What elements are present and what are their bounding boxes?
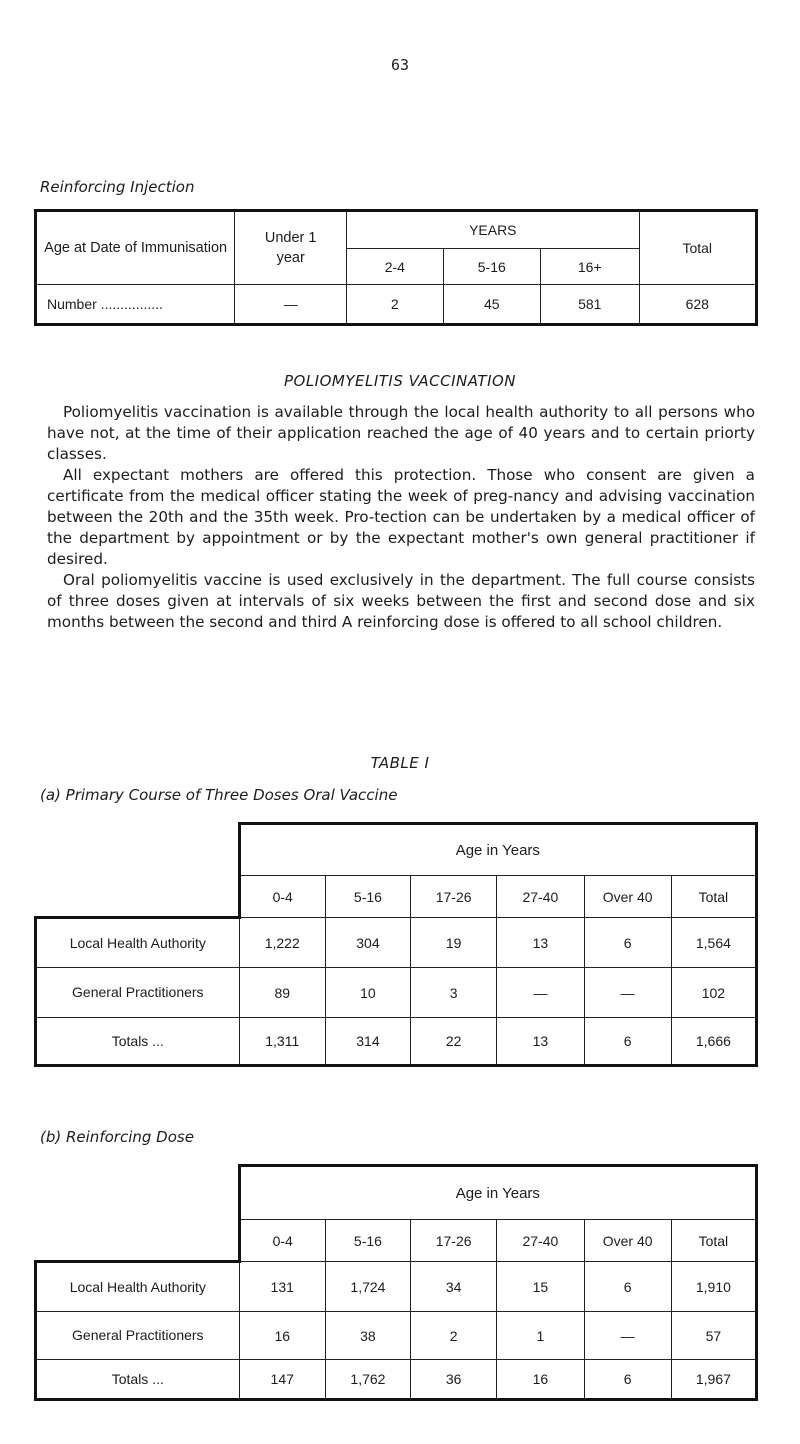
reinforcing-dose-heading: (b) Reinforcing Dose — [40, 1128, 194, 1146]
col-header: 0-4 — [239, 876, 325, 918]
reinforcing-dose-table — [34, 1164, 758, 1401]
number-row-label: Number ................ — [36, 285, 235, 325]
corner-cell — [36, 1166, 240, 1262]
table-cell: 1 — [497, 1312, 584, 1360]
reinforcing-injection-table — [34, 209, 758, 326]
poliomyelitis-body — [47, 402, 755, 633]
table-cell: 16 — [497, 1360, 584, 1400]
years-header: YEARS — [347, 211, 639, 249]
table-cell: 1,967 — [671, 1360, 756, 1400]
col-header: 27-40 — [497, 876, 584, 918]
table-cell: 10 — [325, 968, 410, 1018]
table-cell: 6 — [584, 1360, 671, 1400]
total-header: Total — [639, 211, 756, 285]
table-cell: 1,724 — [325, 1262, 410, 1312]
col-header: 5-16 — [325, 876, 410, 918]
under-1-year-header: Under 1 year — [235, 211, 347, 285]
col-header: 0-4 — [239, 1220, 325, 1262]
row-label: Local Health Authority — [36, 918, 240, 968]
table-cell: 3 — [411, 968, 497, 1018]
table-cell: 1,910 — [671, 1262, 756, 1312]
age-in-years-header: Age in Years — [239, 824, 756, 876]
table-cell: 36 — [411, 1360, 497, 1400]
table-cell: 6 — [584, 1262, 671, 1312]
col-header: Over 40 — [584, 1220, 671, 1262]
corner-cell — [36, 824, 240, 918]
table-cell: 1,762 — [325, 1360, 410, 1400]
col-16plus-header: 16+ — [541, 249, 640, 285]
col-header: Total — [671, 876, 756, 918]
col-2-4-header: 2-4 — [347, 249, 443, 285]
paragraph-1: Poliomyelitis vaccination is available through the local health authority to all persons who have not, at the time of their application reached the age of 40 years and to certain priorty classes. — [47, 403, 755, 463]
paragraph-2: All expectant mothers are offered this protection. Those who consent are given a certificate from the medical officer stating the week of preg-nancy and advising vaccination between the 20th and the 35th week. Pro-tection can be undertaken by a medical officer of the department by appointment or by the expectant mother's own general practitioner if desired. — [47, 466, 755, 568]
age-at-date-header: Age at Date of Immunisation — [36, 211, 235, 285]
table-cell: 89 — [239, 968, 325, 1018]
table-cell: 1,311 — [239, 1018, 325, 1066]
table-cell: — — [497, 968, 584, 1018]
table-cell: 13 — [497, 918, 584, 968]
table-cell: 314 — [325, 1018, 410, 1066]
cell-total: 628 — [639, 285, 756, 325]
table-cell: 15 — [497, 1262, 584, 1312]
table-1-heading: TABLE I — [370, 754, 430, 772]
row-label: Totals ... — [36, 1018, 240, 1066]
table-cell: 304 — [325, 918, 410, 968]
table-cell: 57 — [671, 1312, 756, 1360]
table-cell: 2 — [411, 1312, 497, 1360]
table-cell: 147 — [239, 1360, 325, 1400]
table-cell: 102 — [671, 968, 756, 1018]
table-cell: 6 — [584, 1018, 671, 1066]
paragraph-3: Oral poliomyelitis vaccine is used exclusively in the department. The full course consists of three doses given at intervals of six weeks between the first and second dose and six months between the second and third A reinforcing dose is offered to all school children. — [47, 571, 755, 631]
cell-16plus: 581 — [541, 285, 640, 325]
cell-2-4: 2 — [347, 285, 443, 325]
primary-course-heading: (a) Primary Course of Three Doses Oral Vaccine — [40, 786, 398, 804]
col-header: Over 40 — [584, 876, 671, 918]
table-cell: 34 — [411, 1262, 497, 1312]
col-header: Total — [671, 1220, 756, 1262]
col-header: 27-40 — [497, 1220, 584, 1262]
row-label: Totals ... — [36, 1360, 240, 1400]
col-header: 5-16 — [325, 1220, 410, 1262]
row-label: General Practitioners — [36, 968, 240, 1018]
table-cell: 1,666 — [671, 1018, 756, 1066]
page-number: 63 — [390, 56, 410, 74]
table-cell: — — [584, 968, 671, 1018]
table-cell: 1,564 — [671, 918, 756, 968]
table-cell: 38 — [325, 1312, 410, 1360]
cell-5-16: 45 — [443, 285, 540, 325]
cell-under-1: — — [235, 285, 347, 325]
table-cell: 22 — [411, 1018, 497, 1066]
col-5-16-header: 5-16 — [443, 249, 540, 285]
table-cell: 1,222 — [239, 918, 325, 968]
reinforcing-injection-heading: Reinforcing Injection — [40, 178, 195, 196]
primary-course-table — [34, 822, 758, 1067]
row-label: General Practitioners — [36, 1312, 240, 1360]
table-cell: 131 — [239, 1262, 325, 1312]
col-header: 17-26 — [411, 876, 497, 918]
poliomyelitis-heading: POLIOMYELITIS VACCINATION — [283, 372, 517, 390]
table-cell: — — [584, 1312, 671, 1360]
table-cell: 16 — [239, 1312, 325, 1360]
age-in-years-header: Age in Years — [239, 1166, 756, 1220]
row-label: Local Health Authority — [36, 1262, 240, 1312]
table-cell: 19 — [411, 918, 497, 968]
table-cell: 13 — [497, 1018, 584, 1066]
col-header: 17-26 — [411, 1220, 497, 1262]
table-cell: 6 — [584, 918, 671, 968]
